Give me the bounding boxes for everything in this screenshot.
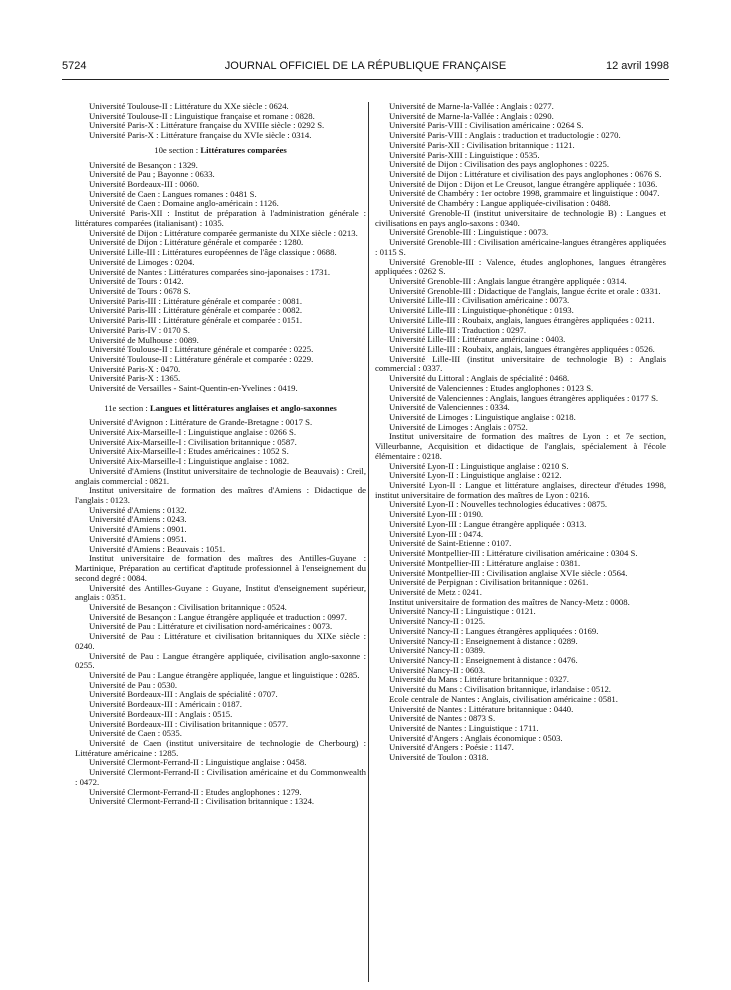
page-header — [62, 60, 669, 78]
entry-line: Université Nancy-II : 0125. — [389, 616, 486, 627]
entry-line: Université de Tours : 0678 S. — [89, 285, 191, 296]
section-10-list — [75, 161, 366, 394]
entry-line: Université de Besançon : 1329. — [89, 159, 198, 170]
entry-line: Université Clermont-Ferrand-II : Civilisation britannique : 1324. — [89, 796, 315, 807]
entry-line: Université d'Angers : Poésie : 1147. — [389, 742, 514, 753]
entry-line: Université de Pau : Littérature et civilisation nord-américaines : 0073. — [89, 621, 333, 632]
entry-line: Université de Dijon : Littérature comparée germaniste du XIXe siècle : 0213. — [89, 227, 358, 238]
entry-line: Université Lille-III (institut universitaire de technologie B) : Anglais commercial : 0337. — [375, 353, 666, 374]
entry-line: Université d'Amiens : Beauvais : 1051. — [89, 543, 226, 554]
entry-line: Université Nancy-II : Enseignement à distance : 0289. — [389, 635, 578, 646]
entry-line: Université de Versailles - Saint-Quentin-en-Yvelines : 0419. — [89, 383, 298, 394]
entry-line: Université d'Amiens (Institut universitaire de technologie de Beauvais) : Creil, anglais commercial : 0821. — [75, 465, 366, 486]
entry-line: Université Bordeaux-III : Anglais de spécialité : 0707. — [89, 689, 278, 700]
section-11-title: Langues et littératures anglaises et anglo-saxonnes — [149, 402, 337, 413]
entry-line: Université Grenoble-III : Didactique de l'anglais, langue écrite et orale : 0331. — [389, 285, 661, 296]
entry-line: Université de Caen : Langues romanes : 0481 S. — [89, 188, 257, 199]
entry-line: Université Clermont-Ferrand-II : Etudes anglophones : 1279. — [89, 786, 302, 797]
entry-line: Université Lyon-II : Langue et littérature anglaises, directeur d'études 1998, institut universitaire de formation des maîtres de Lyon : 0216. — [375, 480, 666, 500]
entry-line: Université Paris-VIII : Civilisation américaine : 0264 S. — [389, 120, 584, 131]
left-intro-list — [75, 102, 366, 141]
entry-line: Université Lille-III : Civilisation américaine : 0073. — [389, 295, 570, 306]
entry-line: Université Lyon-II : Linguistique anglaise : 0212. — [389, 470, 562, 481]
entry-line: Université de Pau : Langue étrangère appliquée, civilisation anglo-saxonne : 0255. — [75, 650, 366, 671]
entry-line: Université de Valenciennes : 0334. — [389, 402, 510, 413]
entry-line: Université Toulouse-II : Littérature du XXe siècle : 0624. — [89, 101, 289, 111]
entry-line: Université Lille-III : Roubaix, anglais, langues étrangères appliquées : 0526. — [389, 343, 655, 354]
entry-line: Université Lille-III : Littératures européennes de l'âge classique : 0688. — [89, 247, 337, 258]
entry-line: Université de Valenciennes : Anglais, langues étrangères appliquées : 0177 S. — [389, 392, 659, 403]
entry-line: Université Paris-X : 0470. — [89, 363, 181, 374]
entry-line: Université d'Amiens : 0901. — [89, 524, 187, 535]
entry-line: Institut universitaire de formation des maîtres d'Amiens : Didactique de l'anglais : 0123. — [75, 485, 366, 506]
entry-line: Université Paris-X : Littérature française du XVIe siècle : 0314. — [89, 130, 312, 141]
entry-line: Université de Pau : Langue étrangère appliquée, langue et linguistique : 0285. — [89, 669, 360, 680]
entry-line: Université Toulouse-II : Linguistique française et romane : 0828. — [89, 110, 315, 121]
entry-line: Université Bordeaux-III : 0060. — [89, 179, 200, 190]
entry-line: Université des Antilles-Guyane : Guyane, Institut d'enseignement supérieur, anglais : 0351. — [75, 582, 366, 603]
entry-line: Université d'Avignon : Littérature de Grande-Bretagne : 0017 S. — [89, 417, 313, 428]
entry-line: Université Nancy-II : Linguistique : 0121. — [389, 606, 536, 617]
entry-line: Université de Tours : 0142. — [89, 276, 184, 287]
entry-line: Université de Limoges : Anglais : 0752. — [389, 421, 528, 432]
entry-line: Institut universitaire de formation des maîtres de Nancy-Metz : 0008. — [389, 596, 630, 607]
entry-line: Université Paris-X : Littérature française du XVIIIe siècle : 0292 S. — [89, 120, 325, 131]
entry-line: Université Paris-XII : Civilisation britannique : 1121. — [389, 139, 575, 150]
section-11-heading — [75, 404, 366, 414]
entry-line: Université Paris-XIII : Linguistique : 0535. — [389, 149, 540, 160]
entry-line: Université de Nantes : Littérature britannique : 0440. — [389, 703, 574, 714]
entry-line: Université Paris-X : 1365. — [89, 373, 181, 384]
entry-line: Université Montpellier-III : Littérature civilisation américaine : 0304 S. — [389, 548, 638, 559]
entry-line: Université de Dijon : Littérature générale et comparée : 1280. — [89, 237, 304, 248]
entry-line: Université Paris-III : Littérature générale et comparée : 0151. — [89, 315, 302, 326]
entry-line: Université Montpellier-III : Littérature anglaise : 0381. — [389, 557, 581, 568]
right-column — [375, 102, 666, 763]
entry-line: Université de Caen (institut universitaire de technologie de Cherbourg) : Littérature américaine : 1285. — [75, 738, 366, 758]
entry-line: Université de Dijon : Civilisation des pays anglophones : 0225. — [389, 159, 610, 170]
entry-line: Université Toulouse-II : Littérature générale et comparée : 0225. — [89, 344, 314, 355]
entry-line: Université de Metz : 0241. — [389, 586, 482, 597]
entry-line: Université d'Amiens : 0132. — [89, 504, 187, 515]
entry-line: Université Bordeaux-III : Anglais : 0515. — [89, 708, 233, 719]
entry-line: Université de Limoges : 0204. — [89, 256, 195, 267]
entry-line: Université Paris-XII : Institut de préparation à l'administration générale : littératures comparées (italianisant) : 1035. — [75, 208, 366, 228]
entry-line: Université de Dijon : Dijon et Le Creusot, langue étrangère appliquée : 1036. — [389, 178, 658, 189]
entry-line: Université de Mulhouse : 0089. — [89, 334, 199, 345]
section-10-title: Littératures comparées — [200, 144, 287, 155]
entry-line: Université Nancy-II : Enseignement à distance : 0476. — [389, 654, 578, 665]
entry-line: Université Paris-III : Littérature générale et comparée : 0081. — [89, 295, 302, 306]
entry-line: Institut universitaire de formation des maîtres de Lyon : et 7e section, Villeurbanne, Acquisition et didactique de l'anglais, spécialement à l'école élémentaire : 0218. — [375, 431, 666, 461]
issue-date: 12 avril 1998 — [606, 60, 669, 72]
entry-line: Université de Perpignan : Civilisation britannique : 0261. — [389, 577, 589, 588]
entry-line: Université de Marne-la-Vallée : Anglais : 0277. — [389, 101, 554, 111]
entry-line: Université Paris-IV : 0170 S. — [89, 324, 190, 335]
entry-line: Institut universitaire de formation des maîtres des Antilles-Guyane : Martinique, Préparation au certificat d'aptitude professionnel à l'enseignement du second degré : 0084. — [75, 553, 366, 583]
entry-line: Université d'Amiens : 0951. — [89, 533, 187, 544]
entry-line: Université Lille-III : Linguistique-phonétique : 0193. — [389, 305, 574, 316]
entry-line: Université Grenoble-III : Civilisation américaine-langues étrangères appliquées : 0115 S. — [375, 237, 666, 257]
entry-line: Université Clermont-Ferrand-II : Civilisation américaine et du Commonwealth : 0472. — [75, 767, 366, 787]
entry-line: Université Bordeaux-III : Civilisation britannique : 0577. — [89, 718, 289, 729]
entry-line: Université Paris-III : Littérature générale et comparée : 0082. — [89, 305, 302, 316]
entry-line: Université Montpellier-III : Civilisation anglaise XVIe siècle : 0564. — [389, 567, 628, 578]
entry-line: Université de Pau ; Bayonne : 0633. — [89, 169, 215, 180]
entry-line: Université de Saint-Etienne : 0107. — [389, 538, 512, 549]
entry-line: Université Lyon-III : Langue étrangère appliquée : 0313. — [389, 518, 587, 529]
entry-line: Université Aix-Marseille-I : Etudes américaines : 1052 S. — [89, 446, 289, 457]
right-column-list — [375, 102, 666, 763]
entry-line: Université de Toulon : 0318. — [389, 752, 489, 763]
entry-line: Université Aix-Marseille-I : Civilisation britannique : 0587. — [89, 436, 297, 447]
entry-line: Université de Caen : 0535. — [89, 728, 182, 739]
section-11-list — [75, 418, 366, 807]
entry-line: Université Nancy-II : 0389. — [389, 645, 486, 656]
entry-line: Université Grenoble-III : Valence, études anglophones, langues étrangères appliquées : 0262 S. — [375, 256, 666, 277]
entry-line: Université de Caen : Domaine anglo-américain : 1126. — [89, 198, 279, 209]
entry-line: Université de Nantes : Littératures comparées sino-japonaises : 1731. — [89, 266, 331, 277]
entry-line: Université Lyon-II : Nouvelles technologies éducatives : 0875. — [389, 499, 608, 510]
entry-line: Université d'Angers : Anglais économique : 0503. — [389, 732, 563, 743]
entry-line: Université Lyon-II : Linguistique anglaise : 0210 S. — [389, 460, 569, 471]
entry-line: Université de Limoges : Linguistique anglaise : 0218. — [389, 412, 576, 422]
entry-line: Université de Pau : Littérature et civilisation britanniques du XIXe siècle : 0240. — [75, 631, 366, 651]
section-10-heading — [75, 146, 366, 156]
entry-line: Université Aix-Marseille-I : Linguistique anglaise : 1082. — [89, 456, 290, 467]
entry-line: Université de Chambéry : 1er octobre 1998, grammaire et linguistique : 0047. — [389, 188, 660, 199]
entry-line: Université d'Amiens : 0243. — [89, 514, 187, 525]
left-column — [75, 102, 366, 807]
journal-title: JOURNAL OFFICIEL DE LA RÉPUBLIQUE FRANÇAISE — [224, 60, 507, 72]
entry-line: Université Clermont-Ferrand-II : Linguistique anglaise : 0458. — [89, 757, 307, 768]
entry-line: Université Lyon-III : 0474. — [389, 528, 484, 539]
entry-line: Université de Valenciennes : Etudes anglophones : 0123 S. — [389, 382, 594, 393]
entry-line: Université Bordeaux-III : Américain : 0187. — [89, 699, 242, 710]
entry-line: Université du Mans : Civilisation britannique, irlandaise : 0512. — [389, 684, 611, 695]
entry-line: Université du Littoral : Anglais de spécialité : 0468. — [389, 373, 570, 384]
entry-line: Université de Chambéry : Langue appliquée-civilisation : 0488. — [389, 198, 611, 209]
entry-line: Université Aix-Marseille-I : Linguistique anglaise : 0266 S. — [89, 427, 297, 437]
entry-line: Ecole centrale de Nantes : Anglais, civilisation américaine : 0581. — [389, 693, 618, 704]
entry-line: Université Nancy-II : 0603. — [389, 664, 486, 675]
column-separator — [368, 102, 369, 982]
section-10-prefix: 10e section : — [154, 144, 201, 155]
entry-line: Université de Dijon : Littérature et civilisation des pays anglophones : 0676 S. — [389, 169, 662, 180]
page-number: 5724 — [62, 60, 87, 72]
entry-line: Université Grenoble-III : Linguistique : 0073. — [389, 227, 549, 238]
section-11-prefix: 11e section : — [104, 402, 150, 413]
header-rule — [62, 79, 669, 80]
entry-line: Université Nancy-II : Langues étrangères appliquées : 0169. — [389, 625, 599, 636]
entry-line: Université Lille-III : Littérature américaine : 0403. — [389, 334, 566, 345]
entry-line: Université de Marne-la-Vallée : Anglais : 0290. — [389, 110, 554, 121]
entry-line: Université de Nantes : 0873 S. — [389, 713, 496, 724]
entry-line: Université de Besançon : Civilisation britannique : 0524. — [89, 601, 287, 612]
entry-line: Université Grenoble-II (institut universitaire de technologie B) : Langues et civilisations en pays anglo-saxons : 0340. — [375, 207, 666, 228]
entry-line: Université de Pau : 0530. — [89, 679, 178, 690]
entry-line: Université de Besançon : Langue étrangère appliquée et traduction : 0997. — [89, 611, 347, 622]
entry-line: Université de Nantes : Linguistique : 1711. — [389, 723, 539, 733]
entry-line: Université Lille-III : Traduction : 0297. — [389, 324, 527, 335]
entry-line: Université du Mans : Littérature britannique : 0327. — [389, 674, 569, 685]
entry-line: Université Toulouse-II : Littérature générale et comparée : 0229. — [89, 353, 314, 364]
entry-line: Université Grenoble-III : Anglais langue étrangère appliquée : 0314. — [389, 275, 627, 286]
entry-line: Université Lyon-III : 0190. — [389, 509, 484, 520]
entry-line: Université Paris-VIII : Anglais : traduction et traductologie : 0270. — [389, 130, 621, 141]
entry-line: Université Lille-III : Roubaix, anglais, langues étrangères appliquées : 0211. — [389, 314, 655, 325]
